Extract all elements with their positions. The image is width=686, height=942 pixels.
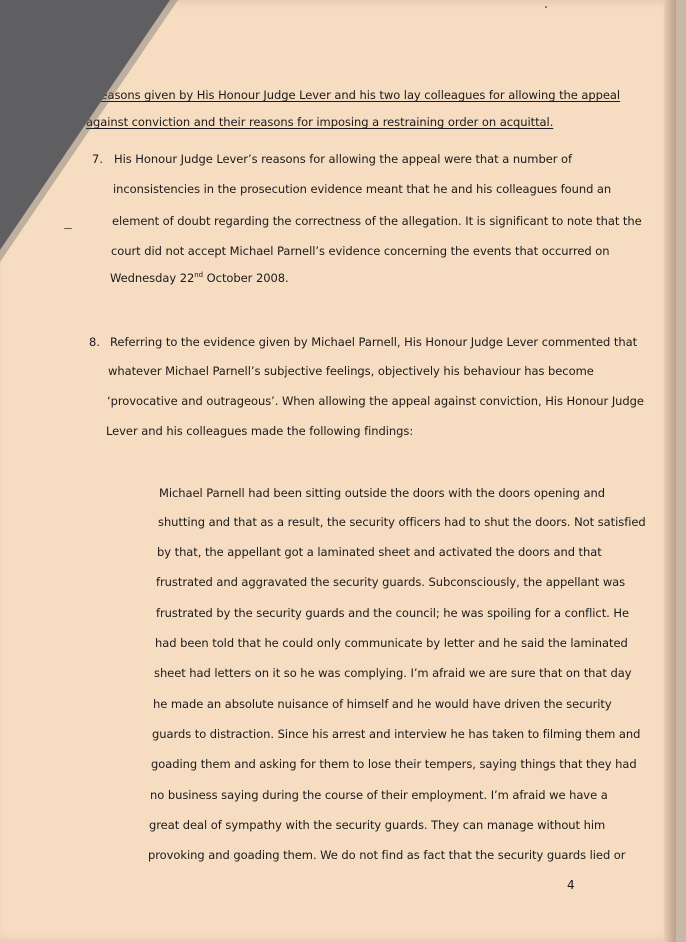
quote-line-7: sheet had letters on it so he was complying. I’m afraid we are sure that on that day xyxy=(154,666,632,680)
quote-line-1: Michael Parnell had been sitting outside the doors with the doors opening and xyxy=(159,486,606,500)
quote-line-10: goading them and asking for them to lose their tempers, saying things that they had xyxy=(151,757,637,771)
quote-line-3: by that, the appellant got a laminated sheet and activated the doors and that xyxy=(157,545,602,559)
paragraph-number-8: 8. xyxy=(89,335,100,349)
quote-line-13: provoking and goading them. We do not find as fact that the security guards lied or xyxy=(148,848,626,862)
quote-line-11: no business saying during the course of their employment. I’m afraid we have a xyxy=(150,788,608,802)
quote-line-12: great deal of sympathy with the security guards. They can manage without him xyxy=(149,818,606,832)
para8-line-3: ‘provocative and outrageous’. When allowing the appeal against conviction, His Honour Judge xyxy=(107,394,644,408)
folded-corner xyxy=(0,0,170,250)
paper-speck xyxy=(545,6,547,8)
para7-line-5-end: October 2008. xyxy=(203,271,289,285)
ordinal-suffix: nd xyxy=(194,271,204,280)
page-edge xyxy=(664,0,676,942)
para8-line-1: Referring to the evidence given by Michael Parnell, His Honour Judge Lever commented that xyxy=(110,335,638,349)
para7-line-5 xyxy=(110,271,289,285)
para7-line-4: court did not accept Michael Parnell’s evidence concerning the events that occurred on xyxy=(111,244,610,258)
para7-line-3: element of doubt regarding the correctness of the allegation. It is significant to note that the xyxy=(112,214,642,228)
para8-line-2: whatever Michael Parnell’s subjective feelings, objectively his behaviour has become xyxy=(108,364,594,378)
para7-line-2: inconsistencies in the prosecution evidence meant that he and his colleagues found an xyxy=(113,182,612,196)
quote-line-4: frustrated and aggravated the security guards. Subconsciously, the appellant was xyxy=(156,575,626,589)
paragraph-number-7: 7. xyxy=(92,152,103,166)
quote-line-6: had been told that he could only communicate by letter and he said the laminated xyxy=(155,636,628,650)
page-number: 4 xyxy=(567,878,575,892)
quote-line-2: shutting and that as a result, the security officers had to shut the doors. Not satisfied xyxy=(158,515,646,529)
para7-line-1: His Honour Judge Lever’s reasons for allowing the appeal were that a number of xyxy=(114,152,572,166)
heading-line-1: reasons given by His Honour Judge Lever and his two lay colleagues for allowing the appeal xyxy=(96,88,621,102)
quote-line-5: frustrated by the security guards and the council; he was spoiling for a conflict. He xyxy=(156,606,629,620)
heading-line-2: against conviction and their reasons for imposing a restraining order on acquittal. xyxy=(86,115,554,129)
quote-line-9: guards to distraction. Since his arrest and interview he has taken to filming them and xyxy=(152,727,641,741)
quote-line-8: he made an absolute nuisance of himself and he would have driven the security xyxy=(153,697,612,711)
para8-line-4: Lever and his colleagues made the following findings: xyxy=(106,424,414,438)
para7-line-5-start: Wednesday 22 xyxy=(110,271,195,285)
